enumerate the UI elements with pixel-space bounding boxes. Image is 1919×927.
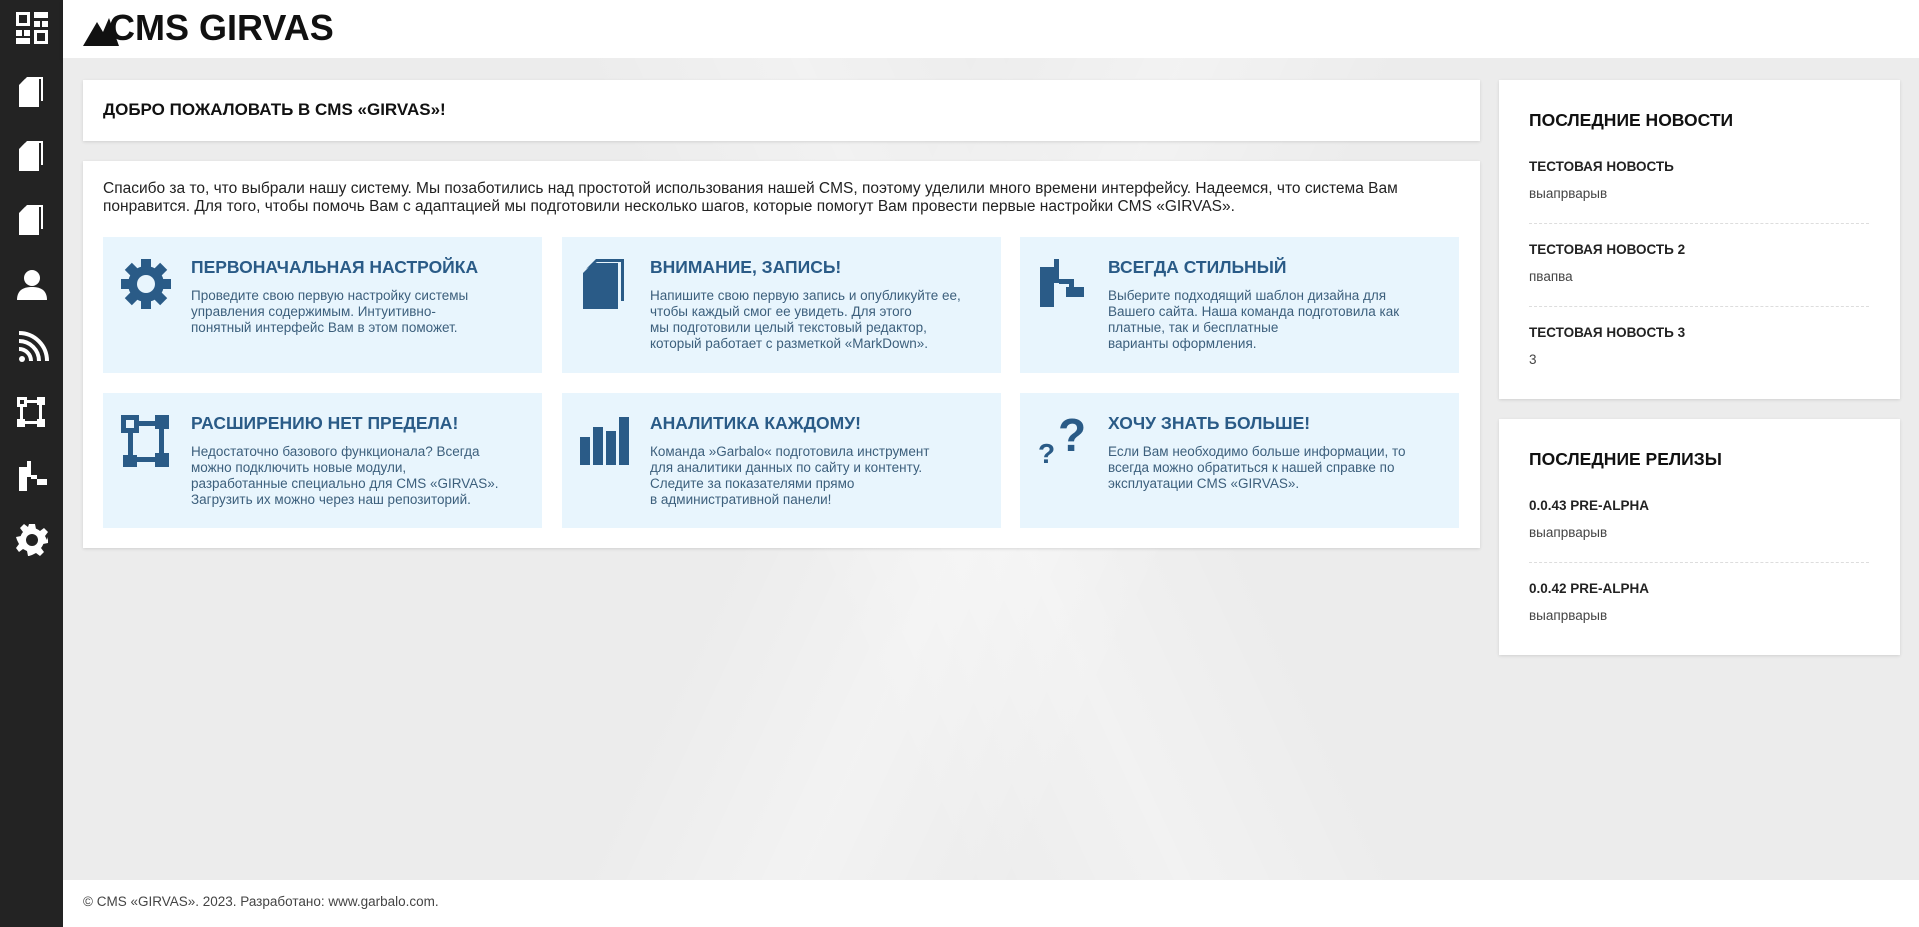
gear-icon: [119, 257, 173, 311]
templates-icon: [15, 459, 49, 493]
settings-icon: [15, 523, 49, 557]
question-icon: [1036, 413, 1090, 467]
sidebar-item-templates[interactable]: [0, 452, 63, 500]
release-item-text: выапрварыв: [1529, 608, 1608, 623]
release-item-text: выапрварыв: [1529, 525, 1608, 540]
paint-roller-icon: [1036, 257, 1090, 311]
sidebar-item-feed[interactable]: [0, 324, 63, 372]
footer: [63, 880, 1919, 927]
release-item[interactable]: [1529, 581, 1869, 623]
news-item[interactable]: [1529, 159, 1869, 201]
news-item-text: пвапва: [1529, 269, 1573, 284]
news-item-title[interactable]: ТЕСТОВАЯ НОВОСТЬ: [1529, 159, 1674, 174]
svg-text:?: ?: [1038, 438, 1056, 467]
divider: [1529, 306, 1869, 307]
releases-title: ПОСЛЕДНИЕ РЕЛИЗЫ: [1529, 449, 1722, 469]
news-item[interactable]: [1529, 325, 1869, 367]
divider: [1529, 223, 1869, 224]
sidebar-item-dashboard[interactable]: [0, 4, 63, 52]
feature-learn-more[interactable]: [1020, 393, 1459, 528]
modules-icon: [119, 413, 173, 467]
news-item-title[interactable]: ТЕСТОВАЯ НОВОСТЬ 3: [1529, 325, 1686, 340]
bar-chart-icon: [578, 413, 632, 467]
release-item[interactable]: [1529, 498, 1869, 540]
feature-description: Выберите подходящий шаблон дизайна для Вашего сайта. Наша команда подготовила как платные, так и бесплатные варианты оформления.: [1108, 288, 1400, 351]
dashboard-icon: [15, 11, 49, 45]
top-header: [63, 0, 1919, 58]
documents-icon: [578, 257, 632, 311]
intro-text: Спасибо за то, что выбрали нашу систему. Мы позаботились над простотой использования нашей CMS, поэтому уделили много времени интерфейсу. Надеемся, что система Вам понравится. Для того, чтобы помочь Вам с адаптацией мы подготовили несколько шагов, которые помогут Вам провести первые настройки CMS «GIRVAS».: [103, 180, 1398, 215]
feature-title: ПЕРВОНАЧАЛЬНАЯ НАСТРОЙКА: [191, 257, 479, 277]
documents-icon: [15, 203, 49, 237]
feature-description: Проведите свою первую настройку системы управления содержимым. Интуитивно- понятный интерфейс Вам в этом поможет.: [191, 288, 469, 335]
feature-always-stylish[interactable]: [1020, 237, 1459, 373]
sidebar-item-records[interactable]: [0, 132, 63, 180]
feature-description: Недостаточно базового функционала? Всегда можно подключить новые модули, разработанные специально для CMS «GIRVAS». Загрузить их можно через наш репозиторий.: [191, 444, 499, 507]
pages-icon: [15, 75, 49, 109]
welcome-card: [83, 80, 1480, 141]
feature-title: ХОЧУ ЗНАТЬ БОЛЬШЕ!: [1108, 413, 1311, 433]
logo-text: CMS GIRVAS: [109, 7, 334, 48]
feature-description: Если Вам необходимо больше информации, то всегда можно обратиться к нашей справке по эксплуатации CMS «GIRVAS».: [1108, 444, 1406, 491]
feature-analytics[interactable]: [562, 393, 1001, 528]
feature-title: РАСШИРЕНИЮ НЕТ ПРЕДЕЛА!: [191, 413, 459, 433]
feature-title: АНАЛИТИКА КАЖДОМУ!: [650, 413, 861, 433]
user-icon: [15, 267, 49, 301]
release-item-title[interactable]: 0.0.43 PRE-ALPHA: [1529, 498, 1650, 513]
latest-releases-card: [1499, 419, 1900, 655]
latest-news-card: [1499, 80, 1900, 399]
structure-icon: [15, 395, 49, 429]
sidebar-item-documents[interactable]: [0, 196, 63, 244]
news-title: ПОСЛЕДНИЕ НОВОСТИ: [1529, 110, 1734, 130]
news-item-text: выапрварыв: [1529, 186, 1608, 201]
svg-text:?: ?: [1058, 413, 1087, 461]
intro-card: [83, 161, 1480, 548]
news-item-title[interactable]: ТЕСТОВАЯ НОВОСТЬ 2: [1529, 242, 1686, 257]
feature-extensions[interactable]: [103, 393, 542, 528]
feature-initial-setup[interactable]: [103, 237, 542, 373]
feed-icon: [15, 331, 49, 365]
sidebar-item-pages[interactable]: [0, 68, 63, 116]
feature-first-record[interactable]: [562, 237, 1001, 373]
records-icon: [15, 139, 49, 173]
sidebar: [0, 0, 63, 927]
feature-description: Напишите свою первую запись и опубликуйте ее, чтобы каждый смог ее увидеть. Для этого мы подготовили целый текстовый редактор, который работает с разметкой «MarkDown».: [650, 288, 961, 351]
feature-description: Команда »Garbalo« подготовила инструмент для аналитики данных по сайту и контенту. Следите за показателями прямо в административной панели!: [650, 444, 930, 507]
feature-title: ВНИМАНИЕ, ЗАПИСЬ!: [650, 257, 842, 277]
footer-copyright: © CMS «GIRVAS». 2023. Разработано: www.garbalo.com.: [83, 894, 439, 909]
news-item-text: 3: [1529, 352, 1537, 367]
sidebar-item-structure[interactable]: [0, 388, 63, 436]
welcome-title: ДОБРО ПОЖАЛОВАТЬ В CMS «GIRVAS»!: [103, 100, 446, 119]
sidebar-item-settings[interactable]: [0, 516, 63, 564]
feature-title: ВСЕГДА СТИЛЬНЫЙ: [1108, 257, 1287, 277]
news-item[interactable]: [1529, 242, 1869, 284]
logo[interactable]: [83, 6, 334, 50]
sidebar-item-users[interactable]: [0, 260, 63, 308]
divider: [1529, 562, 1869, 563]
release-item-title[interactable]: 0.0.42 PRE-ALPHA: [1529, 581, 1650, 596]
